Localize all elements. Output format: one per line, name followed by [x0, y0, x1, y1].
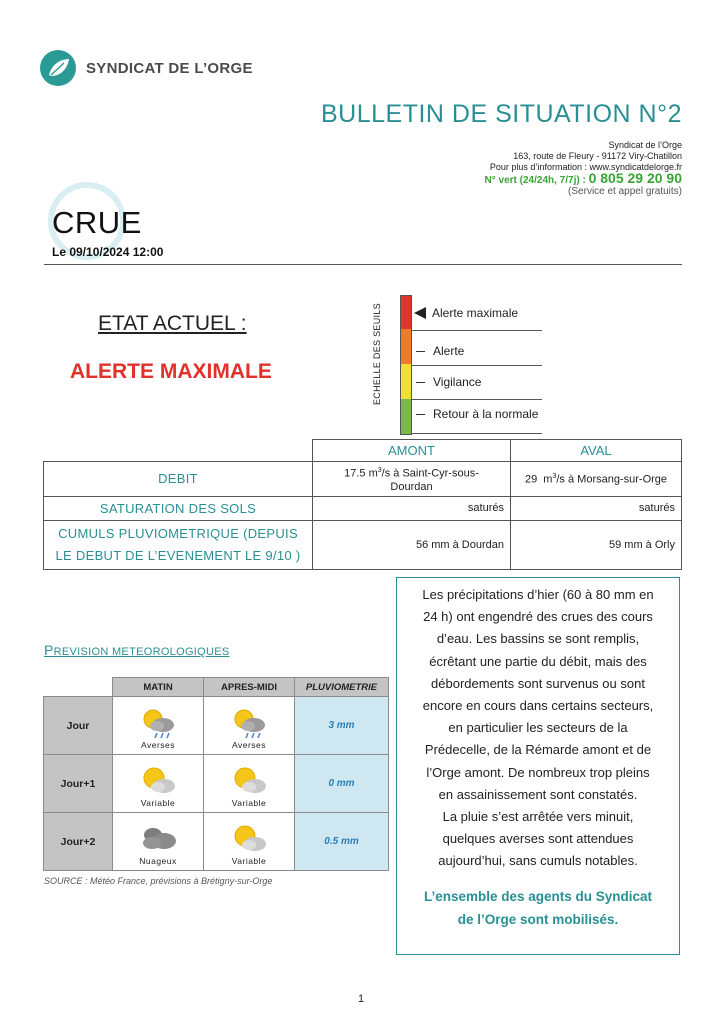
leaf-logo-icon [40, 50, 76, 86]
crue-title: CRUE [52, 205, 142, 240]
weather-label: Averses [231, 740, 267, 750]
weather-label: Averses [140, 740, 176, 750]
contact-address: 163, route de Fleury - 91172 Viry-Chatillon [513, 151, 682, 161]
row-label: DEBIT [44, 462, 313, 497]
info-line: Les précipitations d’hier (60 à 80 mm en [422, 587, 654, 602]
sun-cloud-rain-icon [228, 705, 270, 739]
weather-cell [113, 697, 204, 755]
mobilisation-notice: L’ensemble des agents du Syndicat de l’Orge sont mobilisés. [423, 888, 653, 927]
level-normale: Retour à la normale [412, 407, 538, 421]
situation-info-box [396, 577, 680, 955]
level-divider [412, 433, 542, 434]
table-row [44, 496, 682, 520]
contact-block [485, 140, 682, 197]
org-name: SYNDICAT DE L’ORGE [86, 59, 253, 77]
divider [44, 264, 682, 265]
contact-line: Syndicat de l’Orge [608, 140, 682, 150]
pluvio-value: 0.5 mm [295, 813, 389, 871]
etat-label: ETAT ACTUEL : [98, 312, 247, 335]
weather-label: Variable [231, 856, 267, 866]
info-line: écrêtant une partie du débit, mais des [429, 653, 647, 669]
info-line: d’eau. Les bassins se sont remplis, [436, 631, 640, 647]
bulletin-title: BULLETIN DE SITUATION N°2 [321, 100, 682, 128]
table-row [44, 755, 389, 813]
row-day: Jour [44, 697, 113, 755]
sun-cloud-icon [228, 763, 270, 797]
weather-label: Variable [231, 798, 267, 808]
weather-cell [204, 813, 295, 871]
weather-label: Variable [140, 798, 176, 808]
phone-number[interactable]: 0 805 29 20 90 [588, 170, 682, 186]
level-divider [412, 330, 542, 331]
info-line: aujourd’hui, sans cumuls notables. [438, 853, 638, 869]
table-row [44, 813, 389, 871]
cumul-aval: 59 mm à Orly [511, 520, 682, 569]
pluvio-value: 0 mm [295, 755, 389, 813]
info-line: en assainissement sont constatés. [438, 786, 638, 802]
row-label: CUMULS PLUVIOMETRIQUE (DEPUIS LE DEBUT DE L’EVENEMENT LE 9/10 ) [44, 520, 313, 569]
info-line: débordements sont survenus ou sont [431, 675, 645, 691]
column-header-amont: AMONT [313, 440, 511, 462]
weather-label: Nuageux [139, 856, 177, 866]
table-row [44, 697, 389, 755]
info-line: quelques averses sont attendues [442, 831, 634, 847]
column-header-pluviometrie: PLUVIOMETRIE [295, 678, 389, 697]
current-level-flag-icon [414, 307, 426, 319]
pluvio-value: 3 mm [295, 697, 389, 755]
phone-note: (Service et appel gratuits) [568, 186, 682, 197]
info-line: en particulier les secteurs de la [448, 720, 628, 736]
weather-cell [204, 755, 295, 813]
prevision-title: PREVISION METEOROLOGIQUES [44, 642, 230, 658]
debit-aval: 29 $m^3/s$ à Morsang-sur-Orge [511, 462, 682, 497]
forecast-source: SOURCE : Météo France, prévisions à Brétigny-sur-Orge [44, 876, 273, 886]
row-day: Jour+2 [44, 813, 113, 871]
row-label: SATURATION DES SOLS [44, 496, 313, 520]
logo [40, 50, 253, 86]
weather-cell [113, 813, 204, 871]
weather-cell [204, 697, 295, 755]
page-number: 1 [358, 993, 365, 1005]
table-row [44, 520, 682, 569]
column-header-matin: MATIN [113, 678, 204, 697]
bulletin-date: Le 09/10/2024 12:00 [52, 245, 164, 259]
level-label-max: Alerte maximale [432, 306, 519, 320]
scale-frame [400, 295, 412, 435]
saturation-amont: saturés [313, 496, 511, 520]
info-line: 24 h) ont engendré des crues des cours [423, 609, 653, 625]
cumul-amont: 56 mm à Dourdan [313, 520, 511, 569]
weather-cell [113, 755, 204, 813]
contact-website[interactable]: Pour plus d’information : www.syndicatdelorge.fr [489, 162, 682, 172]
situation-table [43, 439, 682, 570]
info-line: Prédecelle, de la Rémarde amont et de [424, 742, 652, 758]
info-line: La pluie s’est arrêtée vers minuit, [442, 809, 634, 825]
sun-cloud-icon [137, 763, 179, 797]
level-divider [412, 365, 542, 366]
level-alerte: Alerte [412, 344, 464, 358]
weather-forecast-table [43, 677, 389, 871]
phone-label: N° vert (24/24h, 7/7j) : [484, 175, 589, 186]
table-row [44, 462, 682, 497]
phone-line [484, 170, 682, 186]
sun-cloud-icon [228, 821, 270, 855]
row-day: Jour+1 [44, 755, 113, 813]
table-header-row [44, 440, 682, 462]
debit-amont: 17.5 $m^3/s$ à Saint-Cyr-sous- Dourdan [313, 462, 511, 497]
cloud-icon [137, 821, 179, 855]
level-vigilance: Vigilance [412, 375, 481, 389]
current-alert-level: ALERTE MAXIMALE [70, 360, 272, 383]
sun-cloud-rain-icon [137, 705, 179, 739]
column-header-apres-midi: APRES-MIDI [204, 678, 295, 697]
saturation-aval: saturés [511, 496, 682, 520]
column-header-aval: AVAL [511, 440, 682, 462]
scale-title: ECHELLE DES SEUILS [372, 303, 382, 405]
info-line: l’Orge amont. De nombreux trop pleins [426, 764, 650, 780]
level-divider [412, 399, 542, 400]
info-line: encore en cours dans certains secteurs, [422, 698, 654, 714]
